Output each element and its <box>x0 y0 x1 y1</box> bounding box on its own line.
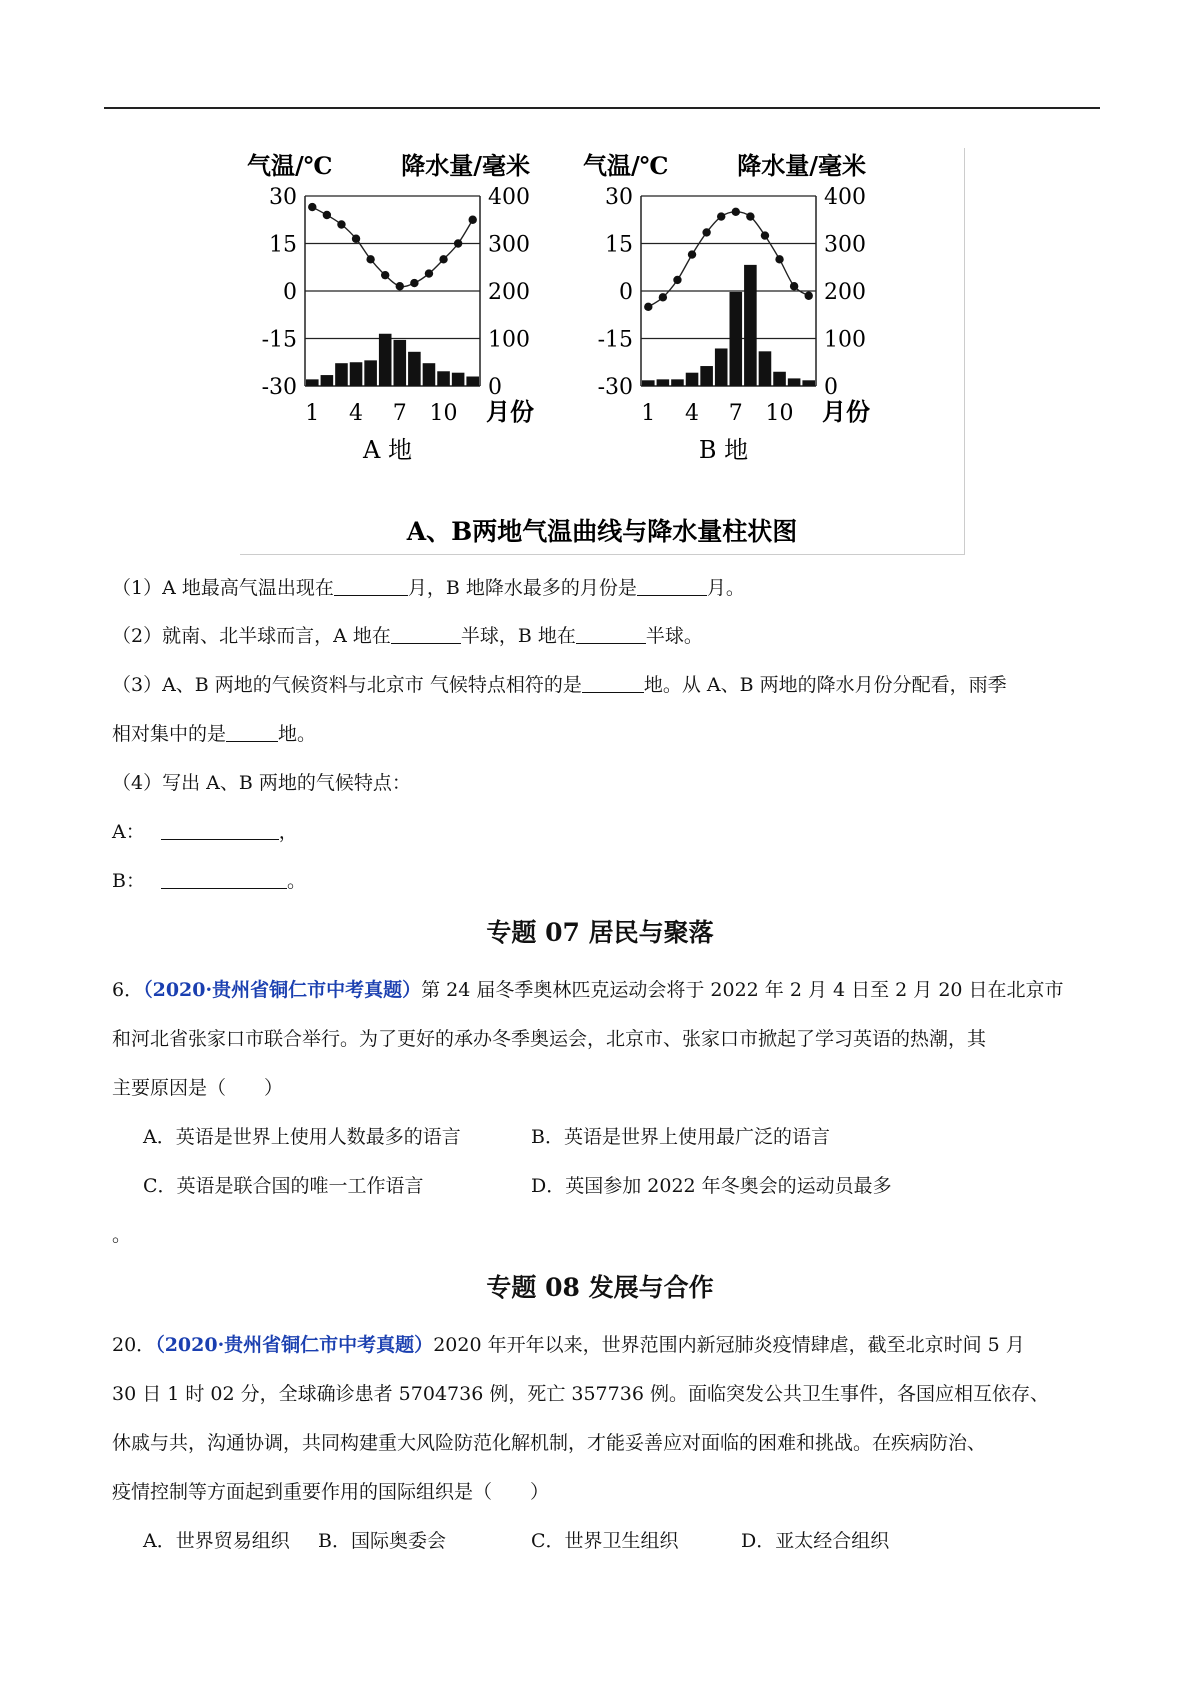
temperature-point-12 <box>805 292 813 300</box>
right-tick-label: 400 <box>488 185 530 210</box>
q6-option-b[interactable]: B．英语是世界上使用最广泛的语言 <box>531 1126 830 1148</box>
x-tick-label: 1 <box>641 401 656 426</box>
precip-bar-2 <box>321 375 334 386</box>
temperature-curve <box>648 212 808 307</box>
q6-line-2: 和河北省张家口市联合举行。为了更好的承办冬季奥运会，北京市、张家口市掀起了学习英语的热潮，其 <box>112 1028 987 1050</box>
temperature-point-5 <box>702 228 710 236</box>
precip-bar-11 <box>788 378 801 386</box>
precip-bar-7 <box>394 340 407 386</box>
chart-title: A 地 <box>363 436 412 464</box>
precip-axis-label: 降水量/毫米 <box>737 151 866 180</box>
right-tick-label: 200 <box>488 280 530 305</box>
temperature-point-9 <box>761 231 769 239</box>
q3-text-c: 相对集中的是 <box>112 723 227 745</box>
figure-caption: A、B两地气温曲线与降水量柱状图 <box>406 517 798 546</box>
left-tick-label: 0 <box>283 280 297 305</box>
q20-line-3: 休戚与共，沟通协调，共同构建重大风险防范化解机制，才能妥善应对面临的困难和挑战。在疾病防治、 <box>112 1432 987 1454</box>
temperature-point-7 <box>732 208 740 216</box>
climate-chart <box>240 148 964 554</box>
temperature-point-5 <box>366 255 374 263</box>
q6-option-a[interactable]: A．英语是世界上使用人数最多的语言 <box>143 1126 461 1148</box>
q1-text-a: （1）A 地最高气温出现在 <box>112 577 334 599</box>
right-tick-label: 200 <box>824 280 866 305</box>
precip-bar-5 <box>364 360 377 386</box>
left-tick-label: 30 <box>269 185 297 210</box>
q3-blank-2[interactable] <box>226 723 278 742</box>
answer-a-blank[interactable] <box>161 821 279 840</box>
temperature-point-4 <box>688 250 696 258</box>
q3-text-d: 地。 <box>278 723 317 745</box>
q20-option-d[interactable]: D．亚太经合组织 <box>741 1530 890 1552</box>
q20-text-1: 2020 年开年以来，世界范围内新冠肺炎疫情肆虐，截至北京时间 5 月 <box>433 1334 1025 1356</box>
section-07-heading: 专题 07 居民与聚落 <box>486 918 714 947</box>
temperature-point-11 <box>454 239 462 247</box>
answer-a-label: A： <box>112 821 145 843</box>
precip-bar-12 <box>466 377 479 387</box>
answer-b-label: B： <box>112 870 145 892</box>
precip-bar-10 <box>773 372 786 386</box>
climate-chart-figure <box>240 148 965 555</box>
right-tick-label: 400 <box>824 185 866 210</box>
q6-line-3: 主要原因是（ ） <box>112 1077 284 1099</box>
precip-bar-1 <box>306 379 319 386</box>
temperature-point-4 <box>352 235 360 243</box>
precip-bar-9 <box>423 363 436 386</box>
left-tick-label: 0 <box>619 280 633 305</box>
q2-blank-2[interactable] <box>576 625 646 644</box>
q20-source: （2020·贵州省铜仁市中考真题） <box>155 1334 434 1356</box>
precip-bar-6 <box>715 348 728 386</box>
right-tick-label: 0 <box>824 375 838 400</box>
q6-tail: 。 <box>112 1224 132 1246</box>
precip-bar-12 <box>802 380 815 386</box>
precip-bar-1 <box>642 380 655 386</box>
temperature-point-11 <box>790 282 798 290</box>
answer-b-blank[interactable] <box>161 870 287 889</box>
question-1 <box>112 576 745 600</box>
q1-blank-1[interactable] <box>334 577 408 596</box>
month-axis-label: 月份 <box>486 397 534 426</box>
precip-bar-11 <box>452 373 465 386</box>
month-axis-label: 月份 <box>822 397 870 426</box>
right-tick-label: 300 <box>488 232 530 258</box>
right-tick-label: 100 <box>488 327 530 353</box>
q6-number: 6． <box>112 979 144 1001</box>
left-tick-label: 30 <box>605 185 633 210</box>
q2-text-b: 半球，B 地在 <box>460 625 576 647</box>
temperature-point-2 <box>323 211 331 219</box>
temperature-point-10 <box>775 255 783 263</box>
temperature-point-2 <box>659 293 667 301</box>
right-tick-label: 0 <box>488 375 502 400</box>
precip-bar-5 <box>700 366 713 386</box>
q20-line-2: 30 日 1 时 02 分，全球确诊患者 5704736 例，死亡 357736 例。面临突发公共卫生事件，各国应相互依存、 <box>112 1383 1049 1405</box>
header-rule <box>104 107 1100 109</box>
q2-blank-1[interactable] <box>391 625 461 644</box>
section-08-heading: 专题 08 发展与合作 <box>486 1273 714 1302</box>
temperature-point-1 <box>308 203 316 211</box>
left-tick-label: -15 <box>261 327 297 353</box>
q20-number: 20． <box>112 1334 156 1356</box>
answer-a-end: ， <box>278 821 298 843</box>
answer-b-line <box>112 869 306 893</box>
x-tick-label: 7 <box>728 401 743 426</box>
right-tick-label: 300 <box>824 232 866 258</box>
q4-text: （4）写出 A、B 两地的气候特点： <box>112 772 411 794</box>
precip-bar-9 <box>759 351 772 386</box>
left-tick-label: -15 <box>597 327 633 353</box>
chart-a <box>247 151 534 464</box>
q3-text-b: 地。从 A、B 两地的降水月份分配看，雨季 <box>643 674 1007 696</box>
x-tick-label: 4 <box>349 401 364 426</box>
question-3-line-2 <box>112 722 316 746</box>
question-3-line-1 <box>112 673 1007 697</box>
q3-text-a: （3）A、B 两地的气候资料与北京市 气候特点相符的是 <box>112 674 582 696</box>
temp-axis-label: 气温/℃ <box>247 151 333 180</box>
temperature-point-3 <box>673 276 681 284</box>
precip-bar-2 <box>657 379 670 386</box>
precip-bar-8 <box>744 265 757 386</box>
precip-bar-7 <box>730 292 743 386</box>
q2-text-c: 半球。 <box>645 625 703 647</box>
temperature-point-1 <box>644 303 652 311</box>
left-tick-label: -30 <box>261 375 297 400</box>
question-4 <box>112 771 411 795</box>
temperature-point-7 <box>396 282 404 290</box>
temperature-point-6 <box>381 271 389 279</box>
right-tick-label: 100 <box>824 327 866 353</box>
q2-text-a: （2）就南、北半球而言，A 地在 <box>112 625 391 647</box>
precip-bar-3 <box>671 379 684 386</box>
q3-blank-1[interactable] <box>582 674 644 693</box>
temperature-point-3 <box>337 220 345 228</box>
answer-a-line <box>112 820 298 844</box>
x-tick-label: 1 <box>305 401 320 426</box>
temperature-point-8 <box>410 279 418 287</box>
temperature-point-10 <box>439 255 447 263</box>
temperature-curve <box>312 207 472 287</box>
left-tick-label: 15 <box>269 232 297 258</box>
x-tick-label: 10 <box>429 401 458 426</box>
chart-b <box>583 151 870 464</box>
chart-title: B 地 <box>698 436 749 464</box>
precip-bar-8 <box>408 352 421 386</box>
precip-bar-3 <box>335 363 348 386</box>
precip-bar-6 <box>379 334 392 386</box>
q20-option-c[interactable]: C．世界卫生组织 <box>531 1530 679 1552</box>
x-tick-label: 10 <box>765 401 794 426</box>
temperature-point-9 <box>425 269 433 277</box>
q6-option-c[interactable]: C．英语是联合国的唯一工作语言 <box>143 1175 424 1197</box>
temperature-point-12 <box>469 216 477 224</box>
left-tick-label: 15 <box>605 232 633 258</box>
left-tick-label: -30 <box>597 375 633 400</box>
q6-line-1 <box>112 978 1064 1002</box>
q20-line-1 <box>112 1333 1025 1357</box>
q1-blank-2[interactable] <box>637 577 707 596</box>
precip-bar-4 <box>350 362 363 386</box>
temperature-point-8 <box>746 212 754 220</box>
q6-option-d[interactable]: D．英国参加 2022 年冬奥会的运动员最多 <box>531 1175 892 1197</box>
answer-b-end: 。 <box>286 870 306 892</box>
q1-text-c: 月。 <box>706 577 745 599</box>
x-tick-label: 4 <box>685 401 700 426</box>
question-2 <box>112 624 703 648</box>
precip-bar-4 <box>686 373 699 386</box>
q6-text-1: 第 24 届冬季奥林匹克运动会将于 2022 年 2 月 4 日至 2 月 20 日在北京市 <box>421 979 1064 1001</box>
q20-option-b[interactable]: B．国际奥委会 <box>318 1530 446 1552</box>
temperature-point-6 <box>717 212 725 220</box>
x-tick-label: 7 <box>392 401 407 426</box>
precip-bar-10 <box>437 371 450 386</box>
q1-text-b: 月，B 地降水最多的月份是 <box>407 577 637 599</box>
precip-axis-label: 降水量/毫米 <box>401 151 530 180</box>
q6-source: （2020·贵州省铜仁市中考真题） <box>143 979 422 1001</box>
temp-axis-label: 气温/℃ <box>583 151 669 180</box>
q20-option-a[interactable]: A．世界贸易组织 <box>143 1530 290 1552</box>
q20-line-4: 疫情控制等方面起到重要作用的国际组织是（ ） <box>112 1481 550 1503</box>
